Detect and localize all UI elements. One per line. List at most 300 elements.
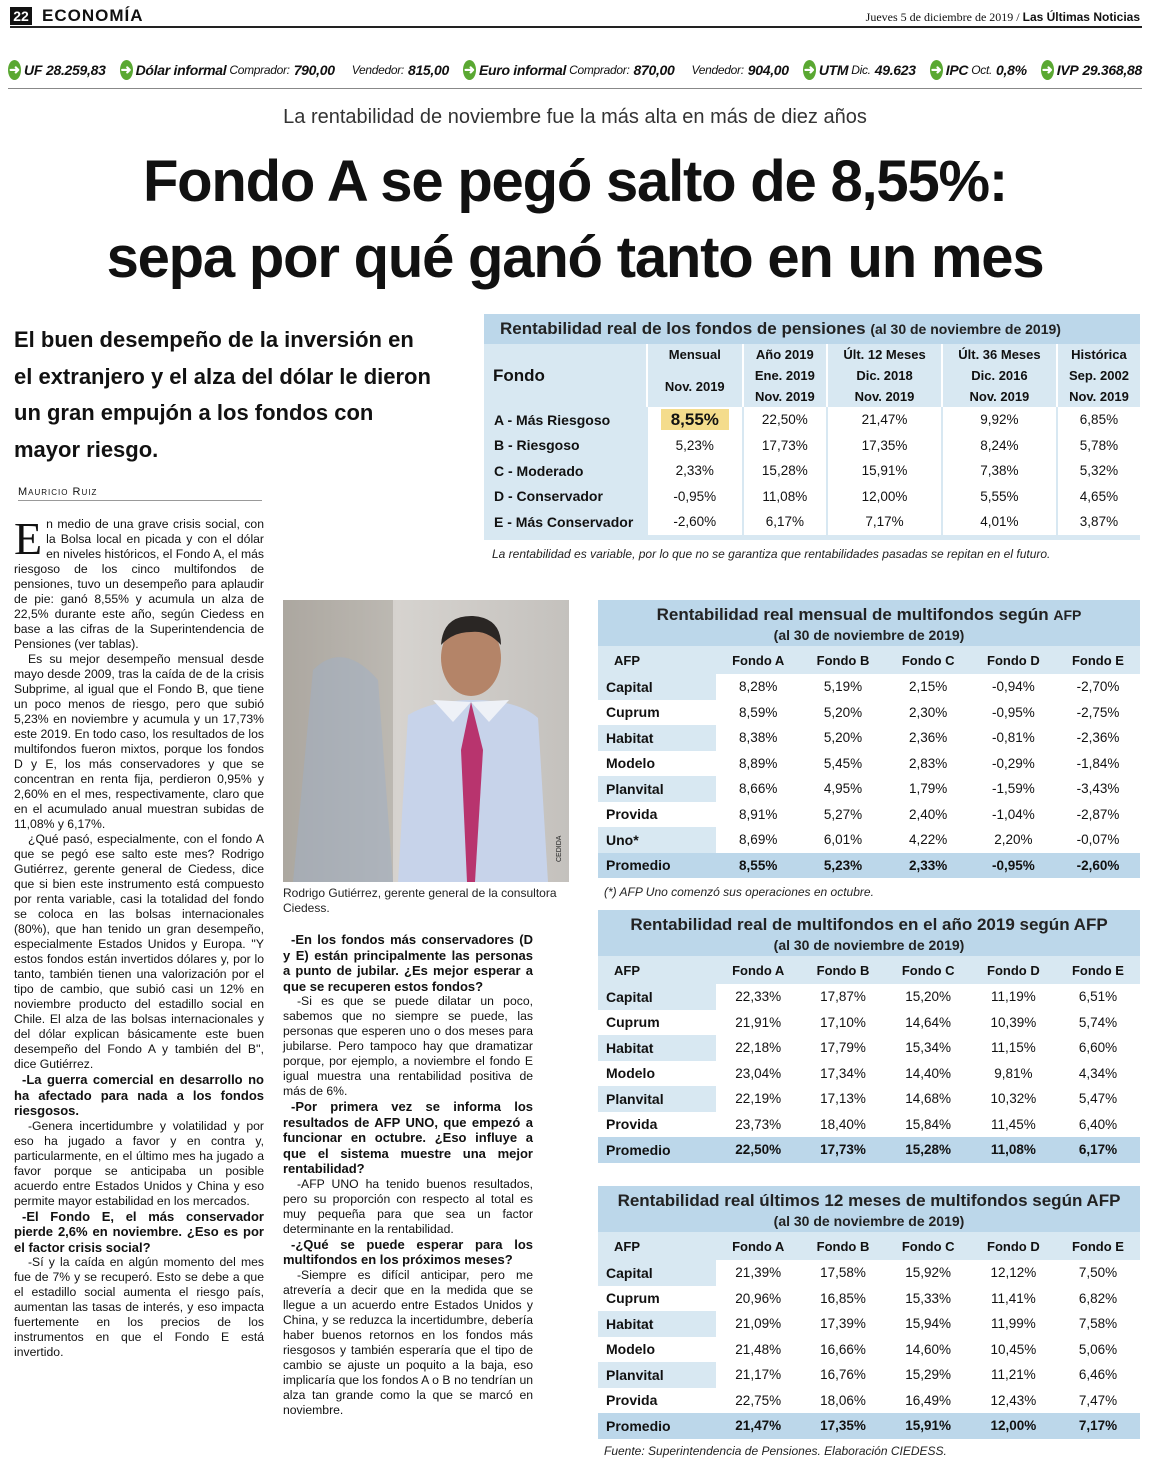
- table-body: [598, 984, 1140, 1163]
- average-row: [598, 853, 1140, 879]
- cell-value: 8,59%: [716, 700, 800, 726]
- fund-name: A - Más Riesgoso: [485, 407, 647, 433]
- afp-name: Uno*: [598, 827, 716, 853]
- interview-answer: -Sí y la caída en algún momento del mes fue de 7% y se recuperó. Esto se debe a que el estadillo social aumenta el riesgo país, aumentan las tasas de interés, y eso impacta fuertemente en los precios de los instrumentos en que el Fondo E está invertido.: [14, 1255, 264, 1359]
- cell-value: -0,94%: [971, 674, 1056, 700]
- cell-value: 5,23%: [800, 853, 885, 879]
- table-row: [598, 1362, 1140, 1388]
- column-subheader: Dic. 2018: [827, 365, 942, 386]
- cell-value: 23,04%: [716, 1061, 800, 1087]
- newspaper-name: Las Últimas Noticias: [1022, 10, 1140, 24]
- cell-value: 5,32%: [1057, 458, 1140, 484]
- ticker-sub: Comprador:: [229, 63, 290, 77]
- column-header: Fondo D: [971, 956, 1056, 984]
- cell-value: -1,04%: [971, 802, 1056, 828]
- cell-value: 11,45%: [971, 1112, 1056, 1138]
- paragraph: ¿Qué pasó, especialmente, con el fondo A que se pegó ese salto este mes? Rodrigo Gutiérrez, gerente general de Ciedess, dice que si bien este instrumento está compuesto por renta variable, casi la totalidad del fondo se coloca en las bolsas internacionales (80%), que han tenido un gran desempeño, especialmente Estados Unidos y Europa. ''Y estos fondos están invertidos dólares y, por lo tanto, también tienen una valorización por el tipo de cambio, que subió casi un 12% en noviembre producto del estadillo social en Chile. El alza de las bolsas internacionales y del dólar explican básicamente este buen desempeño del Fondo A y también del B'', dice Gutiérrez.: [14, 832, 264, 1071]
- column-subheader: Ene. 2019: [743, 365, 827, 386]
- annual-afp-table: [598, 910, 1140, 1163]
- cell-value: -1,59%: [971, 776, 1056, 802]
- ticker-value: 790,00: [293, 62, 335, 78]
- data-table: [598, 956, 1140, 1163]
- ticker-value: 815,00: [407, 62, 449, 78]
- data-table: [484, 344, 1140, 535]
- column-header: Fondo B: [800, 956, 885, 984]
- cell-value: 17,35%: [827, 433, 942, 459]
- cell-value: -0,29%: [971, 751, 1056, 777]
- drop-cap: E: [14, 513, 43, 564]
- cell-value: 21,91%: [716, 1010, 800, 1036]
- afp-name: Habitat: [598, 725, 716, 751]
- cell-value: 6,85%: [1057, 407, 1140, 433]
- cell-value: 23,73%: [716, 1112, 800, 1138]
- cell-value: 5,23%: [647, 433, 743, 459]
- cell-value: 22,33%: [716, 984, 800, 1010]
- cell-value: 8,89%: [716, 751, 800, 777]
- cell-value: 22,50%: [716, 1137, 800, 1163]
- headline: [0, 144, 1150, 296]
- column-header: Histórica: [1057, 344, 1140, 365]
- column-header: AFP: [598, 956, 716, 984]
- afp-name: Cuprum: [598, 700, 716, 726]
- cell-value: 7,17%: [1056, 1413, 1140, 1439]
- afp-name: Provida: [598, 1112, 716, 1138]
- cell-value: 17,13%: [800, 1086, 885, 1112]
- cell-value: -2,36%: [1056, 725, 1140, 751]
- cell-value: 5,27%: [800, 802, 885, 828]
- cell-value: 12,43%: [971, 1388, 1056, 1414]
- cell-value: 11,15%: [971, 1035, 1056, 1061]
- cell-value: 18,06%: [800, 1388, 885, 1414]
- column-subheader: Nov. 2019: [827, 386, 942, 407]
- cell-value: 21,47%: [716, 1413, 800, 1439]
- column-header: Fondo C: [886, 646, 971, 674]
- interview-answer: -Siempre es difícil anticipar, pero me atrevería a decir que en la medida que se llegue a un acuerdo entre Estados Unidos y China, y se reduzca la incertidumbre, debería haber buenos retornos en los fondos más riesgosos y también esperaría que el tipo de cambio se ajuste un poquito a la baja, eso implicaría que los fondos A o B no tendrían un alza tan grande como la que se marcó en noviembre.: [283, 1267, 533, 1417]
- interview-question: -El Fondo E, el más conservador pierde 2,6% en noviembre. ¿Eso es por el factor crisis social?: [14, 1208, 264, 1255]
- ticker-sub: Vendedor:: [691, 63, 744, 77]
- arrow-right-icon: ➜: [8, 60, 21, 80]
- table-row: [598, 1286, 1140, 1312]
- cell-value: 5,47%: [1056, 1086, 1140, 1112]
- table-row: [485, 484, 1140, 510]
- table-row: [598, 1010, 1140, 1036]
- cell-value: 8,91%: [716, 802, 800, 828]
- cell-value: 6,60%: [1056, 1035, 1140, 1061]
- highlighted-value: 8,55%: [661, 409, 729, 430]
- article-column-2: [283, 932, 533, 1418]
- cell-value: -0,95%: [647, 484, 743, 510]
- cell-value: 8,24%: [942, 433, 1057, 459]
- cell-value: 6,51%: [1056, 984, 1140, 1010]
- column-header: Últ. 36 Meses: [942, 344, 1057, 365]
- cell-value: 5,74%: [1056, 1010, 1140, 1036]
- cell-value: 16,85%: [800, 1286, 885, 1312]
- cell-value: 15,91%: [827, 458, 942, 484]
- ticker-value: 0,8%: [996, 62, 1027, 78]
- interview-answer: -Si es que se puede dilatar un poco, sabemos que no siempre se puede, las personas que esperen uno o dos meses para jubilarse. Pero tampoco hay que dramatizar porque, por ejemplo, a noviembre el fondo E igual muestra una rentabilidad positiva de más de 6%.: [283, 994, 533, 1098]
- table-row: [598, 776, 1140, 802]
- table-row: [598, 827, 1140, 853]
- cell-value: 6,82%: [1056, 1286, 1140, 1312]
- cell-value: 2,30%: [886, 700, 971, 726]
- column-subheader: Nov. 2019: [1057, 386, 1140, 407]
- cell-value: 4,95%: [800, 776, 885, 802]
- portrait-illustration: [283, 600, 569, 882]
- ticker-label: Dólar informal: [135, 62, 227, 78]
- cell-value: 17,39%: [800, 1311, 885, 1337]
- cell-value: 10,39%: [971, 1010, 1056, 1036]
- photo-credit: CEDIDA: [556, 835, 563, 862]
- cell-value: 6,17%: [743, 509, 827, 535]
- afp-name: Capital: [598, 984, 716, 1010]
- cell-value: 6,01%: [800, 827, 885, 853]
- cell-value: 14,64%: [886, 1010, 971, 1036]
- cell-value: 18,40%: [800, 1112, 885, 1138]
- table-row: [485, 458, 1140, 484]
- cell-value: 7,17%: [827, 509, 942, 535]
- cell-value: 5,20%: [800, 725, 885, 751]
- cell-value: -1,84%: [1056, 751, 1140, 777]
- cell-value: 7,58%: [1056, 1311, 1140, 1337]
- column-header: Mensual: [647, 344, 743, 365]
- cell-value: -2,75%: [1056, 700, 1140, 726]
- interview-answer: -AFP UNO ha tenido buenos resultados, pero su proporción con respecto al total es muy pequeña para que sea un factor determinante en la rentabilidad.: [283, 1176, 533, 1236]
- afp-name: Habitat: [598, 1035, 716, 1061]
- cell-value: 5,20%: [800, 700, 885, 726]
- headline-line-2: sepa por qué ganó tanto en un mes: [106, 225, 1044, 290]
- fund-name: D - Conservador: [485, 484, 647, 510]
- cell-value: 11,08%: [743, 484, 827, 510]
- column-header: Últ. 12 Meses: [827, 344, 942, 365]
- cell-value: 14,40%: [886, 1061, 971, 1087]
- cell-value: 8,38%: [716, 725, 800, 751]
- column-header: Fondo B: [800, 1232, 885, 1260]
- column-subheader: Nov. 2019: [942, 386, 1057, 407]
- ticker-value: 904,00: [747, 62, 789, 78]
- table-note: La rentabilidad es variable, por lo que no se garantiza que rentabilidades pasadas se repitan en el futuro.: [492, 547, 1051, 561]
- cell-value: 2,33%: [647, 458, 743, 484]
- table-body: [485, 407, 1140, 535]
- ticker-value: 29.368,88: [1082, 62, 1142, 78]
- cell-value: 15,91%: [886, 1413, 971, 1439]
- page-number: 22: [10, 7, 32, 25]
- table-title-note: (al 30 de noviembre de 2019): [870, 321, 1061, 337]
- cell-value: 17,79%: [800, 1035, 885, 1061]
- ticker-sub: Dic.: [851, 63, 871, 77]
- table-note: (*) AFP Uno comenzó sus operaciones en octubre.: [604, 885, 874, 899]
- cell-value: 12,00%: [827, 484, 942, 510]
- column-subheader: Nov. 2019: [647, 365, 743, 407]
- column-subheader: Sep. 2002: [1057, 365, 1140, 386]
- table-row: [598, 1035, 1140, 1061]
- average-row: [598, 1137, 1140, 1163]
- cell-value: 4,22%: [886, 827, 971, 853]
- source-note: Fuente: Superintendencia de Pensiones. Elaboración CIEDESS.: [604, 1444, 947, 1458]
- column-header: Fondo A: [716, 956, 800, 984]
- cell-value: [647, 407, 743, 433]
- cell-value: 12,12%: [971, 1260, 1056, 1286]
- cell-value: 15,28%: [886, 1137, 971, 1163]
- table-body: [598, 674, 1140, 878]
- afp-name: Modelo: [598, 751, 716, 777]
- cell-value: 21,47%: [827, 407, 942, 433]
- column-header: AFP: [598, 1232, 716, 1260]
- cell-value: 22,18%: [716, 1035, 800, 1061]
- column-header: Fondo D: [971, 646, 1056, 674]
- ticker-value: 870,00: [633, 62, 675, 78]
- column-header: Fondo E: [1056, 956, 1140, 984]
- cell-value: 17,34%: [800, 1061, 885, 1087]
- table-subtitle: (al 30 de noviembre de 2019): [773, 627, 965, 643]
- afp-name: Provida: [598, 802, 716, 828]
- cell-value: 4,34%: [1056, 1061, 1140, 1087]
- table-row: [598, 1337, 1140, 1363]
- afp-name: Planvital: [598, 776, 716, 802]
- cell-value: 8,66%: [716, 776, 800, 802]
- ticker-label: UTM: [818, 62, 849, 78]
- column-header: Fondo C: [886, 956, 971, 984]
- arrow-right-icon: ➜: [930, 60, 943, 80]
- afp-name: Cuprum: [598, 1010, 716, 1036]
- cell-value: 15,34%: [886, 1035, 971, 1061]
- afp-name: Cuprum: [598, 1286, 716, 1312]
- table-title: Rentabilidad real de los fondos de pensiones (al 30 de noviembre de 2019): [484, 314, 1140, 344]
- section-name: ECONOMÍA: [42, 6, 144, 25]
- column-subheader: Nov. 2019: [743, 386, 827, 407]
- cell-value: 17,58%: [800, 1260, 885, 1286]
- cell-value: 2,33%: [886, 853, 971, 879]
- cell-value: 7,50%: [1056, 1260, 1140, 1286]
- ticker-sub: Comprador:: [569, 63, 630, 77]
- cell-value: 6,17%: [1056, 1137, 1140, 1163]
- cell-value: -0,81%: [971, 725, 1056, 751]
- monthly-afp-table: [598, 600, 1140, 878]
- cell-value: 11,19%: [971, 984, 1056, 1010]
- column-header: Fondo E: [1056, 1232, 1140, 1260]
- table-subtitle: (al 30 de noviembre de 2019): [773, 937, 965, 953]
- cell-value: 15,29%: [886, 1362, 971, 1388]
- cell-value: -0,07%: [1056, 827, 1140, 853]
- interview-question: -¿Qué se puede esperar para los multifondos en los próximos meses?: [283, 1236, 533, 1267]
- column-header: Fondo A: [716, 646, 800, 674]
- cell-value: 22,19%: [716, 1086, 800, 1112]
- table-row: [485, 407, 1140, 433]
- table-row: [598, 674, 1140, 700]
- portrait-photo: [283, 600, 569, 882]
- arrow-right-icon: ➜: [463, 60, 476, 80]
- cell-value: 15,28%: [743, 458, 827, 484]
- cell-value: 15,33%: [886, 1286, 971, 1312]
- ticker-value: 28.259,83: [45, 62, 106, 78]
- table-row: [598, 751, 1140, 777]
- afp-name: Modelo: [598, 1337, 716, 1363]
- table-row: [598, 1388, 1140, 1414]
- cell-value: 21,39%: [716, 1260, 800, 1286]
- table-title: Rentabilidad real mensual de multifondos según AFP (al 30 de noviembre de 2019): [598, 600, 1140, 646]
- table-row: [598, 1112, 1140, 1138]
- cell-value: 2,83%: [886, 751, 971, 777]
- cell-value: 14,60%: [886, 1337, 971, 1363]
- dateline: [866, 10, 1140, 25]
- cell-value: 15,94%: [886, 1311, 971, 1337]
- ticker-sub: Oct.: [971, 63, 993, 77]
- table-title-afp: AFP: [1053, 607, 1082, 623]
- table-row: [598, 725, 1140, 751]
- ticker-label: UF: [24, 62, 43, 78]
- data-table: [598, 646, 1140, 878]
- afp-name: Capital: [598, 1260, 716, 1286]
- column-header: AFP: [598, 646, 716, 674]
- cell-value: 11,41%: [971, 1286, 1056, 1312]
- ticker-value: 49.623: [874, 62, 916, 78]
- cell-value: 4,65%: [1057, 484, 1140, 510]
- cell-value: 17,73%: [743, 433, 827, 459]
- cell-value: 22,50%: [743, 407, 827, 433]
- cell-value: 12,00%: [971, 1413, 1056, 1439]
- fund-name: B - Riesgoso: [485, 433, 647, 459]
- cell-value: 15,20%: [886, 984, 971, 1010]
- date: Jueves 5 de diciembre de 2019 /: [865, 10, 1020, 24]
- column-header: Fondo E: [1056, 646, 1140, 674]
- header-row: [598, 956, 1140, 984]
- cell-value: -2,70%: [1056, 674, 1140, 700]
- cell-value: -3,43%: [1056, 776, 1140, 802]
- byline: [18, 486, 262, 501]
- cell-value: 22,75%: [716, 1388, 800, 1414]
- cell-value: 3,87%: [1057, 509, 1140, 535]
- table-row: [598, 1061, 1140, 1087]
- table-row: [598, 1086, 1140, 1112]
- table-row: [598, 802, 1140, 828]
- cell-value: -0,95%: [971, 853, 1056, 879]
- cell-value: 17,10%: [800, 1010, 885, 1036]
- pension-funds-table: [484, 314, 1140, 540]
- cell-value: 11,99%: [971, 1311, 1056, 1337]
- ticker-label: IVP: [1056, 62, 1079, 78]
- cell-value: 5,19%: [800, 674, 885, 700]
- cell-value: 11,21%: [971, 1362, 1056, 1388]
- cell-value: 8,28%: [716, 674, 800, 700]
- paragraph: Es su mejor desempeño mensual desde mayo desde 2009, tras la caída de de la crisis Subprime, al igual que el Fondo B, que tiene un poco menos de riesgo, pero que subió 5,23% en noviembre y acumula y un 17,73% este 2019. En todo caso, los resultados de los multifondos fueron mixtos, porque los fondos D y E, los más conservadores y que se concentran en renta fija, perdieron 0,95% y 2,60% en el mes, respectivamente, claro que en el acumulado anual muestran subidas de 11,08% y 6,17%.: [14, 652, 264, 831]
- cell-value: 15,92%: [886, 1260, 971, 1286]
- cell-value: 7,47%: [1056, 1388, 1140, 1414]
- cell-value: 2,36%: [886, 725, 971, 751]
- column-header: Fondo C: [886, 1232, 971, 1260]
- table-row: [598, 700, 1140, 726]
- cell-value: 8,55%: [716, 853, 800, 879]
- table-title: Rentabilidad real últimos 12 meses de multifondos según AFP (al 30 de noviembre de 2019): [598, 1186, 1140, 1232]
- cell-value: 4,01%: [942, 509, 1057, 535]
- cell-value: 16,66%: [800, 1337, 885, 1363]
- cell-value: 2,15%: [886, 674, 971, 700]
- cell-value: 5,55%: [942, 484, 1057, 510]
- cell-value: -2,87%: [1056, 802, 1140, 828]
- kicker: La rentabilidad de noviembre fue la más alta en más de diez años: [283, 106, 867, 128]
- table-row: [598, 984, 1140, 1010]
- cell-value: 21,48%: [716, 1337, 800, 1363]
- cell-value: 21,17%: [716, 1362, 800, 1388]
- interview-question: -La guerra comercial en desarrollo no ha afectado para nada a los fondos riesgosos.: [14, 1072, 264, 1118]
- cell-value: 10,45%: [971, 1337, 1056, 1363]
- arrow-right-icon: ➜: [120, 60, 133, 80]
- column-header: Fondo: [485, 344, 647, 407]
- column-header: Fondo B: [800, 646, 885, 674]
- twelve-month-afp-table: [598, 1186, 1140, 1439]
- cell-value: 14,68%: [886, 1086, 971, 1112]
- afp-name: Promedio: [598, 1137, 716, 1163]
- header-row: [598, 646, 1140, 674]
- cell-value: -2,60%: [1056, 853, 1140, 879]
- cell-value: 2,40%: [886, 802, 971, 828]
- table-row: [598, 1311, 1140, 1337]
- photo-caption: Rodrigo Gutiérrez, gerente general de la consultora Ciedess.: [283, 886, 557, 915]
- arrow-right-icon: ➜: [803, 60, 816, 80]
- cell-value: 5,06%: [1056, 1337, 1140, 1363]
- table-row: [598, 1260, 1140, 1286]
- column-header: Fondo D: [971, 1232, 1056, 1260]
- table-row: [485, 509, 1140, 535]
- indicator-ticker: [8, 58, 1142, 82]
- cell-value: 7,38%: [942, 458, 1057, 484]
- table-title: Rentabilidad real de multifondos en el año 2019 según AFP (al 30 de noviembre de 2019): [598, 910, 1140, 956]
- cell-value: 16,49%: [886, 1388, 971, 1414]
- cell-value: -2,60%: [647, 509, 743, 535]
- cell-value: 5,78%: [1057, 433, 1140, 459]
- header-row: [598, 1232, 1140, 1260]
- fund-name: E - Más Conservador: [485, 509, 647, 535]
- ticker-label: Euro informal: [479, 62, 567, 78]
- afp-name: Planvital: [598, 1362, 716, 1388]
- data-table: [598, 1232, 1140, 1439]
- afp-name: Promedio: [598, 1413, 716, 1439]
- cell-value: 17,35%: [800, 1413, 885, 1439]
- page-header: [10, 6, 1142, 28]
- interview-question: -En los fondos más conservadores (D y E) están principalmente las personas a punto de jubilar. ¿Es mejor esperar a que se recuperen estos fondos?: [283, 932, 533, 994]
- column-header: Año 2019: [743, 344, 827, 365]
- afp-name: Planvital: [598, 1086, 716, 1112]
- cell-value: 15,84%: [886, 1112, 971, 1138]
- cell-value: 8,69%: [716, 827, 800, 853]
- author: Mauricio Ruiz: [18, 486, 98, 498]
- cell-value: 10,32%: [971, 1086, 1056, 1112]
- afp-name: Capital: [598, 674, 716, 700]
- headline-line-1: Fondo A se pegó salto de 8,55%:: [142, 149, 1008, 214]
- afp-name: Modelo: [598, 1061, 716, 1087]
- cell-value: 9,81%: [971, 1061, 1056, 1087]
- cell-value: 21,09%: [716, 1311, 800, 1337]
- divider: [8, 88, 1142, 89]
- cell-value: 6,40%: [1056, 1112, 1140, 1138]
- afp-name: Promedio: [598, 853, 716, 879]
- cell-value: 5,45%: [800, 751, 885, 777]
- cell-value: 16,76%: [800, 1362, 885, 1388]
- table-subtitle: (al 30 de noviembre de 2019): [773, 1213, 965, 1229]
- column-subheader: Dic. 2016: [942, 365, 1057, 386]
- cell-value: 6,46%: [1056, 1362, 1140, 1388]
- cell-value: 9,92%: [942, 407, 1057, 433]
- cell-value: 2,20%: [971, 827, 1056, 853]
- arrow-right-icon: ➜: [1041, 60, 1054, 80]
- ticker-sub: Vendedor:: [351, 63, 404, 77]
- table-row: [485, 433, 1140, 459]
- cell-value: -0,95%: [971, 700, 1056, 726]
- cell-value: 17,87%: [800, 984, 885, 1010]
- cell-value: 20,96%: [716, 1286, 800, 1312]
- column-header: Fondo A: [716, 1232, 800, 1260]
- ticker-label: IPC: [945, 62, 969, 78]
- lead-paragraph: El buen desempeño de la inversión en el extranjero y el alza del dólar le dieron un gran empujón a los fondos con mayor riesgo.: [14, 327, 431, 462]
- interview-answer: -Genera incertidumbre y volatilidad y por eso ha jugado a favor y en contra y, particularmente, en el último mes ha jugado a favor porque se anticipaba un posible acuerdo entre Estados Unidos y China y eso permite mayor estabilidad en los mercados.: [14, 1118, 264, 1208]
